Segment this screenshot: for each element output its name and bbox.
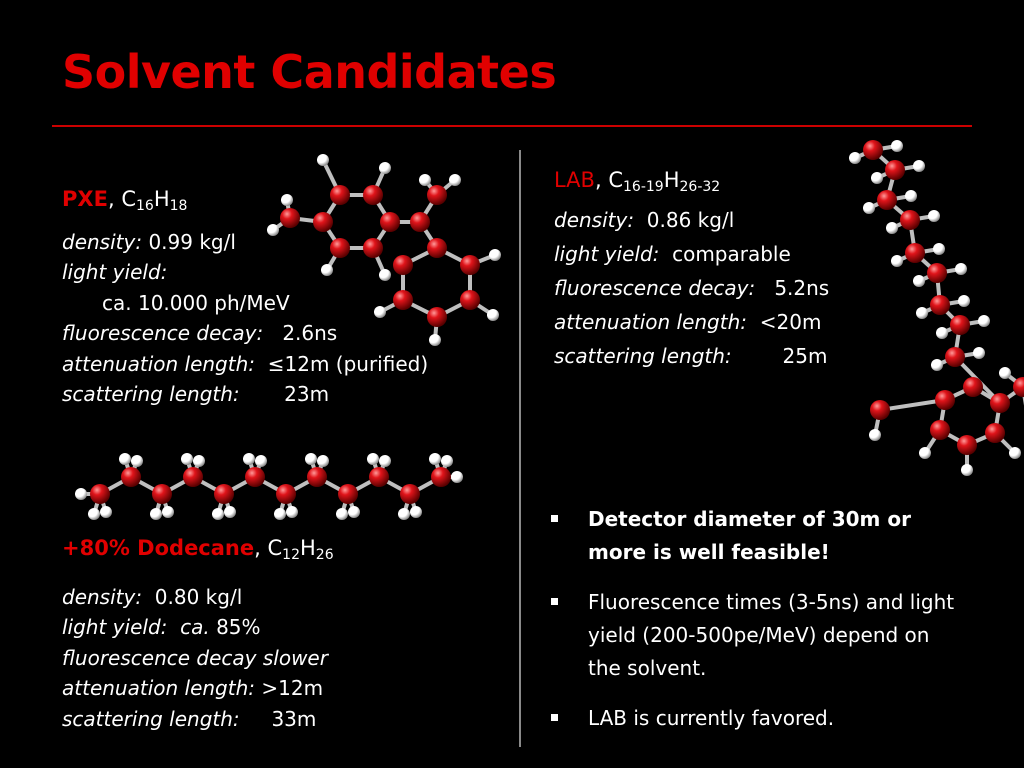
carbon-atom — [307, 467, 327, 487]
hydrogen-atom — [869, 429, 881, 441]
carbon-atom — [963, 377, 983, 397]
dodecane-formula — [267, 536, 334, 563]
pxe-molecule — [265, 140, 505, 340]
carbon-atom — [380, 212, 400, 232]
square-bullet-icon — [551, 714, 558, 721]
hydrogen-atom — [274, 508, 286, 520]
hydrogen-atom — [317, 455, 329, 467]
carbon-atom — [393, 290, 413, 310]
dodecane-attenuation: attenuation length: >12m — [62, 676, 324, 700]
hydrogen-atom — [267, 224, 279, 236]
formula-subscript: 26-32 — [679, 179, 721, 195]
hydrogen-atom — [955, 263, 967, 275]
carbon-atom — [183, 467, 203, 487]
carbon-atom — [863, 140, 883, 160]
hydrogen-atom — [891, 140, 903, 152]
hydrogen-atom — [449, 174, 461, 186]
carbon-atom — [460, 255, 480, 275]
carbon-atom — [427, 307, 447, 327]
dodecane-name: +80% Dodecane — [62, 536, 255, 560]
hydrogen-atom — [212, 508, 224, 520]
pxe-sep: , — [107, 187, 115, 211]
carbon-atom — [935, 390, 955, 410]
hydrogen-atom — [916, 307, 928, 319]
hydrogen-atom — [193, 455, 205, 467]
carbon-atom — [276, 484, 296, 504]
hydrogen-atom — [419, 174, 431, 186]
hydrogen-atom — [150, 508, 162, 520]
carbon-atom — [121, 467, 141, 487]
bullet-item: Detector diameter of 30m or more is well feasible! — [548, 503, 968, 569]
dodecane-sep: , — [254, 536, 261, 560]
hydrogen-atom — [162, 506, 174, 518]
carbon-atom — [330, 238, 350, 258]
carbon-atom — [363, 238, 383, 258]
hydrogen-atom — [871, 172, 883, 184]
hydrogen-atom — [429, 334, 441, 346]
hydrogen-atom — [243, 453, 255, 465]
formula-subscript: 26 — [315, 547, 334, 563]
lab-section — [554, 163, 829, 373]
carbon-atom — [930, 420, 950, 440]
carbon-atom — [410, 212, 430, 232]
hydrogen-atom — [863, 202, 875, 214]
formula-element: H — [663, 168, 680, 192]
square-bullet-icon — [551, 515, 558, 522]
lab-fluorescence: fluorescence decay: 5.2ns — [554, 276, 830, 300]
carbon-atom — [927, 263, 947, 283]
hydrogen-atom — [410, 506, 422, 518]
lab-light-yield: light yield: comparable — [554, 242, 791, 266]
hydrogen-atom — [489, 249, 501, 261]
hydrogen-atom — [441, 455, 453, 467]
hydrogen-atom — [973, 347, 985, 359]
column-divider — [519, 150, 521, 747]
hydrogen-atom — [305, 453, 317, 465]
pxe-scattering: scattering length: 23m — [62, 382, 330, 406]
formula-subscript: 12 — [282, 547, 300, 563]
carbon-atom — [245, 467, 265, 487]
lab-heading — [554, 163, 829, 197]
slide-title: Solvent Candidates — [62, 45, 557, 99]
hydrogen-atom — [224, 506, 236, 518]
hydrogen-atom — [958, 295, 970, 307]
hydrogen-atom — [321, 264, 333, 276]
lab-formula — [608, 168, 721, 195]
hydrogen-atom — [336, 508, 348, 520]
pxe-fluorescence: fluorescence decay: 2.6ns — [62, 321, 338, 345]
title-underline — [52, 125, 972, 127]
pxe-density: density: 0.99 kg/l — [62, 229, 236, 254]
carbon-atom — [950, 315, 970, 335]
carbon-atom — [945, 347, 965, 367]
carbon-atom — [393, 255, 413, 275]
carbon-atom — [905, 243, 925, 263]
formula-element: H — [300, 536, 316, 560]
carbon-atom — [363, 185, 383, 205]
carbon-atom — [369, 467, 389, 487]
dodecane-molecule — [75, 452, 465, 532]
hydrogen-atom — [913, 160, 925, 172]
carbon-atom — [930, 295, 950, 315]
hydrogen-atom — [451, 471, 463, 483]
hydrogen-atom — [286, 506, 298, 518]
hydrogen-atom — [367, 453, 379, 465]
bullet-item: LAB is currently favored. — [548, 702, 968, 735]
carbon-atom — [460, 290, 480, 310]
hydrogen-atom — [487, 309, 499, 321]
carbon-atom — [431, 467, 451, 487]
carbon-atom — [990, 393, 1010, 413]
carbon-atom — [877, 190, 897, 210]
hydrogen-atom — [928, 210, 940, 222]
carbon-atom — [427, 185, 447, 205]
formula-subscript: 16-19 — [623, 179, 664, 195]
carbon-atom — [400, 484, 420, 504]
hydrogen-atom — [119, 453, 131, 465]
dodecane-scattering: scattering length: 33m — [62, 706, 317, 731]
lab-density: density: 0.86 kg/l — [554, 208, 735, 232]
hydrogen-atom — [429, 453, 441, 465]
hydrogen-atom — [905, 190, 917, 202]
carbon-atom — [338, 484, 358, 504]
hydrogen-atom — [931, 359, 943, 371]
hydrogen-atom — [379, 269, 391, 281]
carbon-atom — [214, 484, 234, 504]
hydrogen-atom — [891, 255, 903, 267]
pxe-light-yield-value: ca. 10.000 ph/MeV — [102, 290, 290, 315]
hydrogen-atom — [75, 488, 87, 500]
lab-molecule — [845, 125, 1024, 495]
lab-scattering: scattering length: 25m — [554, 344, 828, 368]
bullet-item: Fluorescence times (3-5ns) and light yield (200-500pe/MeV) depend on the solvent. — [548, 586, 968, 685]
carbon-atom — [280, 208, 300, 228]
carbon-atom — [313, 212, 333, 232]
hydrogen-atom — [181, 453, 193, 465]
hydrogen-atom — [88, 508, 100, 520]
carbon-atom — [870, 400, 890, 420]
hydrogen-atom — [348, 506, 360, 518]
lab-sep: , — [594, 168, 602, 192]
dodecane-section — [62, 533, 334, 734]
hydrogen-atom — [849, 152, 861, 164]
hydrogen-atom — [913, 275, 925, 287]
square-bullet-icon — [551, 598, 558, 605]
hydrogen-atom — [978, 315, 990, 327]
hydrogen-atom — [379, 162, 391, 174]
hydrogen-atom — [919, 447, 931, 459]
hydrogen-atom — [281, 194, 293, 206]
pxe-light-yield: light yield: — [62, 260, 168, 284]
lab-attenuation: attenuation length: <20m — [554, 310, 822, 334]
pxe-formula — [121, 187, 188, 214]
hydrogen-atom — [131, 455, 143, 467]
hydrogen-atom — [961, 464, 973, 476]
formula-element: H — [153, 187, 170, 211]
hydrogen-atom — [936, 327, 948, 339]
carbon-atom — [330, 185, 350, 205]
lab-name: LAB — [554, 168, 595, 192]
dodecane-light-yield: light yield: ca. 85% — [62, 615, 261, 639]
hydrogen-atom — [933, 243, 945, 255]
formula-subscript: 16 — [135, 198, 154, 214]
carbon-atom — [900, 210, 920, 230]
formula-element: C — [121, 187, 136, 211]
conclusion-bullets — [548, 503, 968, 752]
dodecane-fluorescence: fluorescence decay slower — [62, 645, 328, 670]
carbon-atom — [427, 238, 447, 258]
hydrogen-atom — [255, 455, 267, 467]
hydrogen-atom — [379, 455, 391, 467]
carbon-atom — [152, 484, 172, 504]
carbon-atom — [957, 435, 977, 455]
carbon-atom — [985, 423, 1005, 443]
dodecane-heading — [62, 533, 334, 564]
formula-element: C — [608, 168, 624, 192]
dodecane-density: density: 0.80 kg/l — [62, 584, 243, 609]
carbon-atom — [885, 160, 905, 180]
hydrogen-atom — [374, 306, 386, 318]
hydrogen-atom — [398, 508, 410, 520]
hydrogen-atom — [999, 367, 1011, 379]
formula-element: C — [267, 536, 283, 560]
pxe-attenuation: attenuation length: ≤12m (purified) — [62, 351, 429, 376]
hydrogen-atom — [1009, 447, 1021, 459]
hydrogen-atom — [886, 222, 898, 234]
pxe-name: PXE — [62, 187, 108, 211]
carbon-atom — [90, 484, 110, 504]
hydrogen-atom — [317, 154, 329, 166]
hydrogen-atom — [100, 506, 112, 518]
formula-subscript: 18 — [169, 198, 188, 214]
